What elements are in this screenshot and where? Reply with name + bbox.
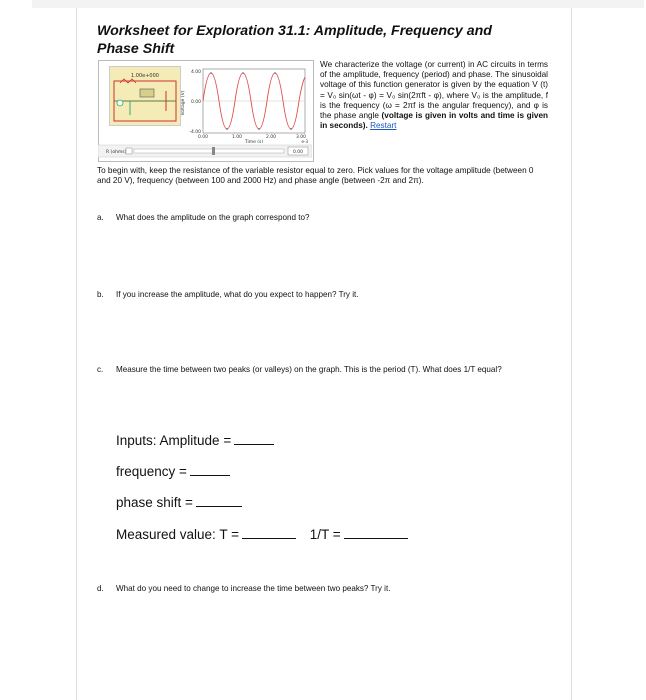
question-text: What do you need to change to increase the time between two peaks? Try it. (116, 584, 391, 593)
inverse-blank[interactable] (344, 527, 408, 539)
question-label: d. (97, 584, 104, 593)
y-tick-top: 4.00 (190, 70, 201, 75)
y-tick-mid: 0.00 (190, 100, 201, 105)
resistance-slider-thumb[interactable] (212, 147, 215, 155)
phase-answer-row (116, 495, 242, 511)
frequency-answer-row (116, 464, 230, 480)
x-tick-0: 0.00 (197, 135, 209, 140)
x-tick-2: 2.00 (265, 135, 277, 140)
slider-left-arrow[interactable] (126, 148, 132, 154)
resistance-value: 0.00 (292, 150, 304, 155)
intro-units-note: (voltage is given in volts and time is given in seconds). (320, 111, 548, 131)
intro-body: We characterize the voltage (or current) in AC circuits in terms of the amplitude, frequency (period) and phase. The sinusoidal voltage of this function generator is given by the equation V (t) = V₀ sin(ωt - φ) = V₀ sin(2πft - φ), where V₀ is the amplitude, f is the frequency (ω = 2πf is the angular frequency), and φ is the phase angle (320, 60, 548, 121)
measured-blank[interactable] (242, 527, 296, 539)
top-tab-strip (32, 0, 644, 8)
intro-text (320, 60, 548, 131)
question-text: Measure the time between two peaks (or valleys) on the graph. This is the period (T). What does 1/T equal? (116, 365, 502, 374)
frequency-blank[interactable] (190, 464, 230, 476)
voltage-graph (181, 63, 311, 143)
frequency-label: frequency = (116, 464, 187, 479)
phase-label: phase shift = (116, 495, 193, 510)
circuit-panel (109, 66, 181, 126)
question-text: If you increase the amplitude, what do you expect to happen? Try it. (116, 290, 359, 299)
resistance-slider[interactable] (134, 149, 284, 153)
simulation-controls (98, 144, 312, 158)
instructions-paragraph: To begin with, keep the resistance of the variable resistor equal to zero. Pick values for the voltage amplitude (between 0 and 20 V), frequency (between 100 and 2000 Hz) and phase angle (between -2π and 2π). (97, 166, 534, 186)
phase-blank[interactable] (196, 495, 242, 507)
amplitude-blank[interactable] (234, 433, 274, 445)
controls-bar (98, 144, 312, 158)
y-axis-label: Voltage (V) (181, 90, 186, 116)
worksheet-title (97, 22, 537, 58)
x-axis-label: Time (s) (244, 140, 264, 143)
question-label: b. (97, 290, 104, 299)
amplitude-label: Inputs: Amplitude = (116, 433, 232, 448)
x-tick-3: 3.00 (295, 135, 307, 140)
x-tick-1: 1.00 (231, 135, 243, 140)
y-tick-bottom: -4.00 (189, 130, 201, 135)
x-axis-exponent: e-3 (301, 139, 308, 143)
resistance-label: R (ohms) (106, 150, 127, 155)
question-label: c. (97, 365, 104, 374)
circuit-label: 1.00e+000 (131, 73, 159, 79)
circuit-diagram (110, 67, 180, 125)
restart-link[interactable]: Restart (370, 121, 397, 131)
measured-answer-row (116, 527, 408, 543)
question-label: a. (97, 213, 104, 222)
amplitude-answer-row (116, 433, 274, 449)
title-line-1: Worksheet for Exploration 31.1: Amplitude, Frequency and (97, 23, 492, 39)
question-text: What does the amplitude on the graph correspond to? (116, 213, 310, 222)
measured-label: Measured value: T = (116, 527, 239, 542)
inverse-label: 1/T = (309, 527, 341, 542)
title-line-2: Phase Shift (97, 41, 175, 57)
